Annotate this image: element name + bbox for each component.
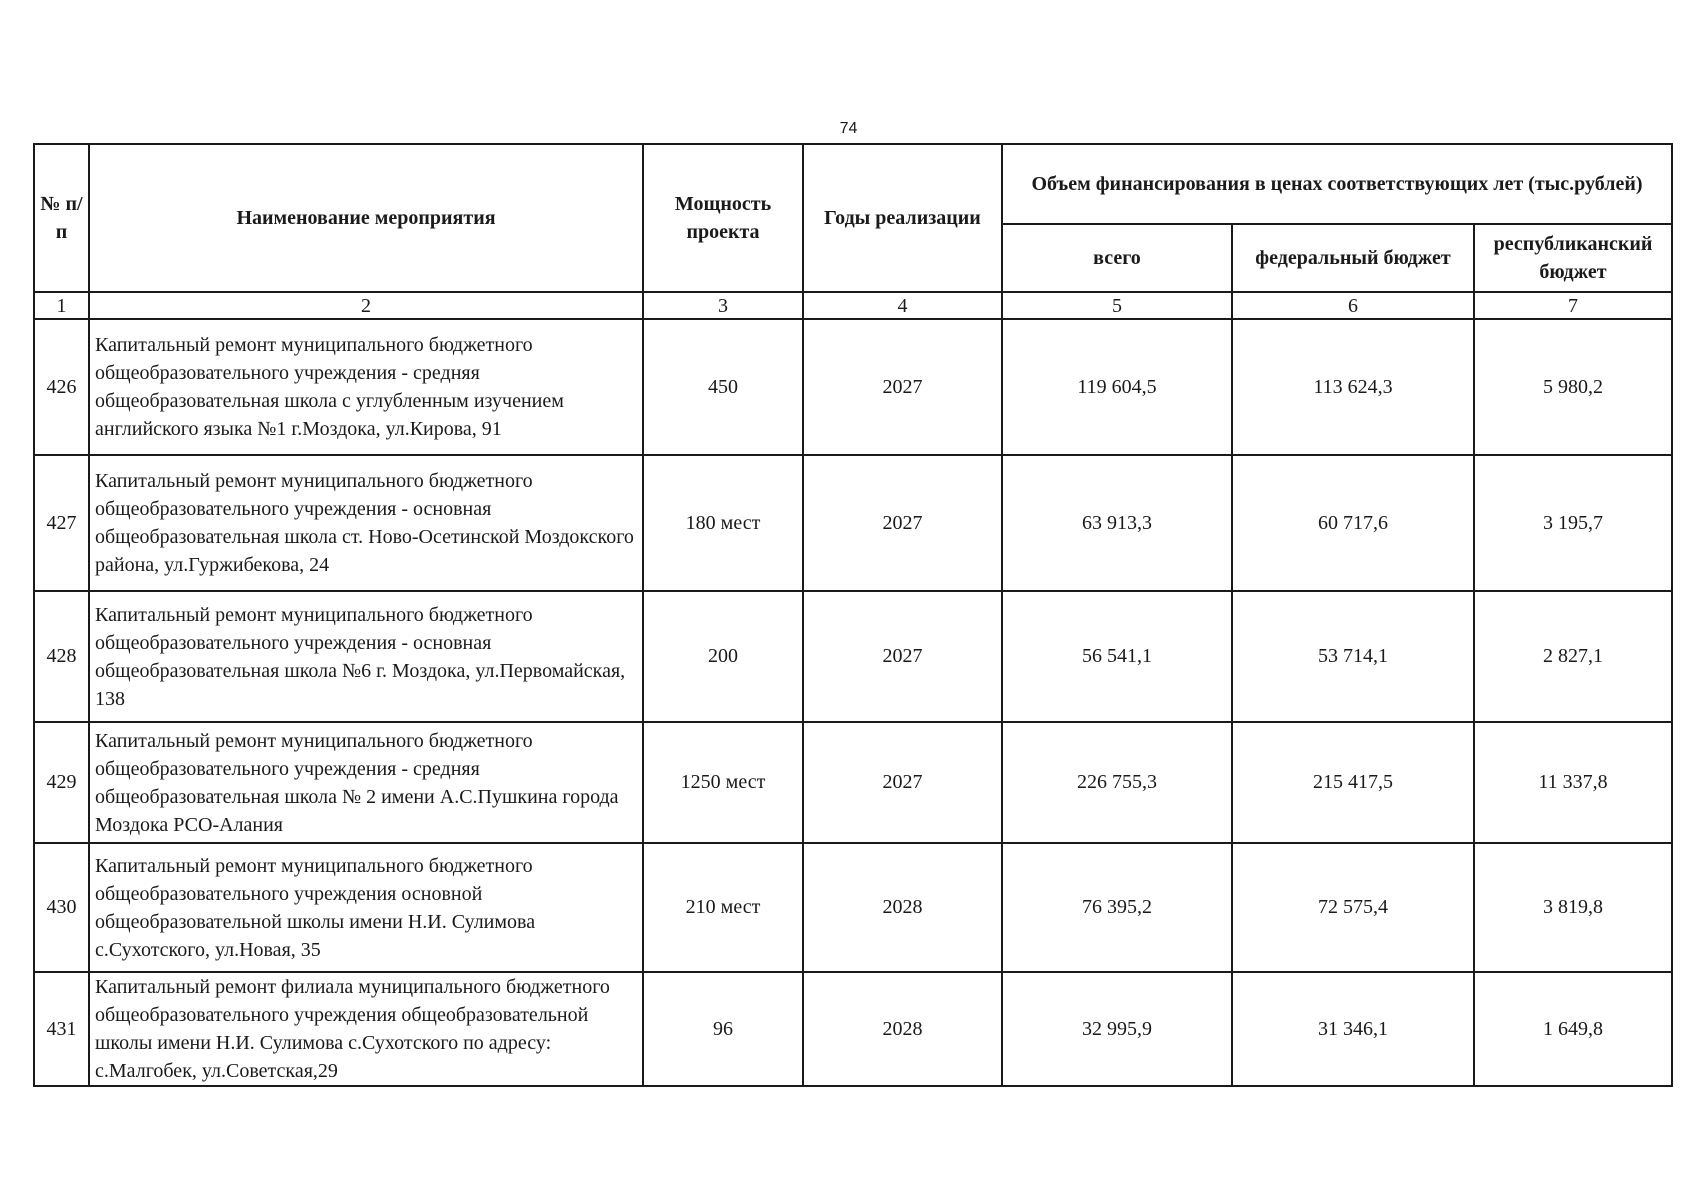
table-row [34, 722, 1672, 843]
header-name: Наименование мероприятия [89, 144, 643, 292]
column-number: 3 [643, 292, 803, 319]
table-row [34, 319, 1672, 455]
table-row [34, 843, 1672, 972]
row-total: 63 913,3 [1002, 455, 1232, 591]
table-row [34, 591, 1672, 722]
page-number: 74 [839, 120, 858, 137]
column-number-row [34, 292, 1672, 319]
row-total: 226 755,3 [1002, 722, 1232, 843]
row-number: 429 [34, 722, 89, 843]
header-years: Годы реализации [803, 144, 1002, 292]
column-number: 5 [1002, 292, 1232, 319]
row-total: 119 604,5 [1002, 319, 1232, 455]
header-republic: республиканский бюджет [1474, 224, 1672, 292]
row-name: Капитальный ремонт филиала муниципального бюджетного общеобразовательного учреждения общеобразовательной школы имени Н.И. Сулимова с.Сухотского по адресу: с.Малгобек, ул.Советская,29 [89, 972, 643, 1086]
table-row [34, 455, 1672, 591]
row-capacity: 1250 мест [643, 722, 803, 843]
row-republic: 11 337,8 [1474, 722, 1672, 843]
row-number: 426 [34, 319, 89, 455]
column-number: 7 [1474, 292, 1672, 319]
row-capacity: 96 [643, 972, 803, 1086]
table-row [34, 972, 1672, 1086]
row-capacity: 200 [643, 591, 803, 722]
row-federal: 60 717,6 [1232, 455, 1474, 591]
row-federal: 31 346,1 [1232, 972, 1474, 1086]
row-number: 427 [34, 455, 89, 591]
header-funding: Объем финансирования в ценах соответствующих лет (тыс.рублей) [1002, 144, 1672, 224]
column-number: 1 [34, 292, 89, 319]
header-capacity: Мощность проекта [643, 144, 803, 292]
row-republic: 3 819,8 [1474, 843, 1672, 972]
row-republic: 3 195,7 [1474, 455, 1672, 591]
row-name: Капитальный ремонт муниципального бюджетного общеобразовательного учреждения - основная общеобразовательная школа №6 г. Моздока, ул.Первомайская, 138 [89, 591, 643, 722]
column-number: 4 [803, 292, 1002, 319]
row-name: Капитальный ремонт муниципального бюджетного общеобразовательного учреждения - средняя общеобразовательная школа с углубленным изучением английского языка №1 г.Моздока, ул.Кирова, 91 [89, 319, 643, 455]
row-year: 2027 [803, 319, 1002, 455]
row-federal: 113 624,3 [1232, 319, 1474, 455]
row-capacity: 180 мест [643, 455, 803, 591]
row-capacity: 210 мест [643, 843, 803, 972]
column-number: 2 [89, 292, 643, 319]
funding-table [33, 143, 1673, 1087]
row-republic: 1 649,8 [1474, 972, 1672, 1086]
row-total: 76 395,2 [1002, 843, 1232, 972]
row-year: 2028 [803, 972, 1002, 1086]
header-federal: федеральный бюджет [1232, 224, 1474, 292]
header-total: всего [1002, 224, 1232, 292]
row-republic: 5 980,2 [1474, 319, 1672, 455]
row-federal: 72 575,4 [1232, 843, 1474, 972]
row-name: Капитальный ремонт муниципального бюджетного общеобразовательного учреждения основной общеобразовательной школы имени Н.И. Сулимова с.Сухотского, ул.Новая, 35 [89, 843, 643, 972]
row-number: 430 [34, 843, 89, 972]
row-number: 431 [34, 972, 89, 1086]
row-republic: 2 827,1 [1474, 591, 1672, 722]
row-number: 428 [34, 591, 89, 722]
row-name: Капитальный ремонт муниципального бюджетного общеобразовательного учреждения - основная общеобразовательная школа ст. Ново-Осетинской Моздокского района, ул.Гуржибекова, 24 [89, 455, 643, 591]
row-year: 2027 [803, 455, 1002, 591]
column-number: 6 [1232, 292, 1474, 319]
row-year: 2027 [803, 722, 1002, 843]
row-federal: 215 417,5 [1232, 722, 1474, 843]
row-name: Капитальный ремонт муниципального бюджетного общеобразовательного учреждения - средняя общеобразовательная школа № 2 имени А.С.Пушкина города Моздока РСО-Алания [89, 722, 643, 843]
row-total: 32 995,9 [1002, 972, 1232, 1086]
row-federal: 53 714,1 [1232, 591, 1474, 722]
row-total: 56 541,1 [1002, 591, 1232, 722]
row-year: 2028 [803, 843, 1002, 972]
header-num: № п/п [34, 144, 89, 292]
row-year: 2027 [803, 591, 1002, 722]
row-capacity: 450 [643, 319, 803, 455]
